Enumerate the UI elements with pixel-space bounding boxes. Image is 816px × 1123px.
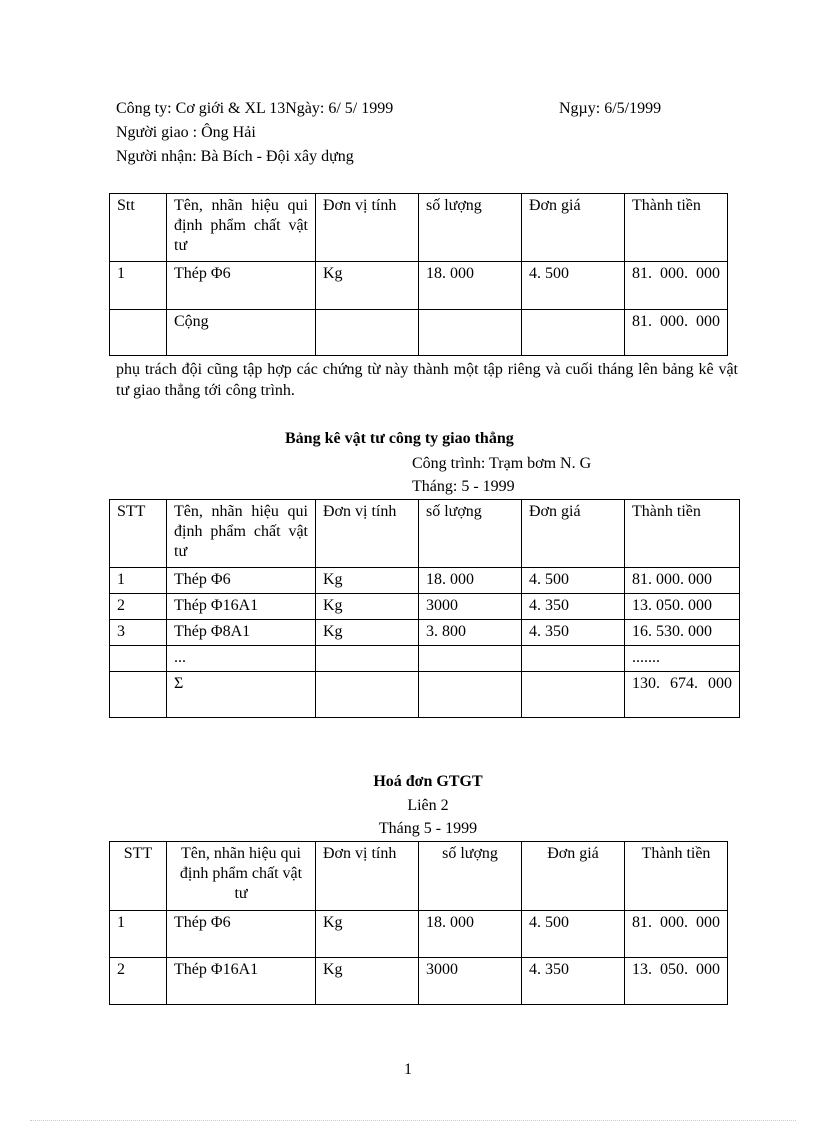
header-cell: STT [110, 842, 167, 911]
cell [419, 310, 522, 356]
header-cell: Thành tiền [625, 500, 740, 568]
cell: Kg [316, 568, 419, 594]
cell: 4. 350 [522, 594, 625, 620]
section2-month: Tháng: 5 - 1999 [412, 478, 515, 495]
section2-title: Bảng kê vật tư công ty giao thẳng [285, 430, 514, 447]
date-line: Ngµy: 6/5/1999 [559, 100, 662, 117]
cell: 4. 500 [522, 911, 625, 958]
cell: Kg [316, 620, 419, 646]
giver-line: Người giao : Ông Hải [116, 124, 256, 141]
cell [419, 672, 522, 718]
header-cell: Tên, nhãn hiệu qui định phẩm chất vật tư [167, 194, 316, 262]
header-cell: STT [110, 500, 167, 568]
cell: 18. 000 [419, 262, 522, 310]
table-header-row [110, 842, 728, 911]
cell: ....... [625, 646, 740, 672]
header-cell: Đơn vị tính [316, 194, 419, 262]
table-header-row [110, 500, 740, 568]
table-row [110, 646, 740, 672]
cell [522, 646, 625, 672]
section3-title: Hoá đơn GTGT [373, 773, 483, 790]
page-number: 1 [404, 1061, 412, 1078]
invoice-table [109, 841, 728, 1005]
header-cell: Thành tiền [625, 842, 728, 911]
cell: 1 [110, 262, 167, 310]
cell [110, 646, 167, 672]
material-list-table [109, 499, 740, 718]
cell: 3000 [419, 958, 522, 1005]
cell: Kg [316, 911, 419, 958]
cell: ... [167, 646, 316, 672]
cell: Cộng [167, 310, 316, 356]
cell: 3000 [419, 594, 522, 620]
table-row [110, 672, 740, 718]
table-row [110, 594, 740, 620]
header-cell: số lượng [419, 500, 522, 568]
page-bottom-divider [30, 1120, 796, 1121]
cell: Kg [316, 262, 419, 310]
cell [110, 672, 167, 718]
section2-site: Công trình: Trạm bơm N. G [412, 455, 592, 472]
header-cell: Đơn giá [522, 194, 625, 262]
section3-month: Tháng 5 - 1999 [378, 820, 478, 837]
cell: 81. 000. 000 [625, 262, 728, 310]
body-paragraph: phụ trách đội cũng tập hợp các chứng từ này thành một tập riêng và cuối tháng lên bảng kê vật tư giao thẳng tới công trình. [116, 361, 738, 399]
cell: 13. 050. 000 [625, 958, 728, 1005]
cell [316, 672, 419, 718]
company-line: Công ty: Cơ giới & XL 13Ngày: 6/ 5/ 1999 [116, 100, 394, 117]
cell: 130. 674. 000 [625, 672, 740, 718]
cell [316, 646, 419, 672]
cell: 16. 530. 000 [625, 620, 740, 646]
header-cell: Đơn vị tính [316, 500, 419, 568]
header-cell: số lượng [419, 842, 522, 911]
cell: Thép Φ8A1 [167, 620, 316, 646]
cell: Thép Φ16A1 [167, 958, 316, 1005]
cell: Thép Φ6 [167, 911, 316, 958]
cell: Thép Φ6 [167, 568, 316, 594]
table-row [110, 568, 740, 594]
cell: 18. 000 [419, 911, 522, 958]
cell: 81. 000. 000 [625, 911, 728, 958]
cell: Thép Φ6 [167, 262, 316, 310]
cell: Σ [167, 672, 316, 718]
header-cell: Tên, nhãn hiệu qui định phẩm chất vật tư [167, 500, 316, 568]
cell: Kg [316, 958, 419, 1005]
cell: 3. 800 [419, 620, 522, 646]
cell: 4. 350 [522, 620, 625, 646]
cell: 1 [110, 568, 167, 594]
table-header-row [110, 194, 728, 262]
cell: 4. 500 [522, 262, 625, 310]
header-cell: Stt [110, 194, 167, 262]
table-row [110, 620, 740, 646]
header-cell: số lượng [419, 194, 522, 262]
cell: 2 [110, 594, 167, 620]
cell [522, 672, 625, 718]
receipt-table [109, 193, 728, 356]
table-row [110, 310, 728, 356]
cell: 81. 000. 000 [625, 310, 728, 356]
cell: 4. 350 [522, 958, 625, 1005]
cell: 2 [110, 958, 167, 1005]
cell: 81. 000. 000 [625, 568, 740, 594]
cell [522, 310, 625, 356]
header-cell: Tên, nhãn hiệu qui định phẩm chất vật tư [167, 842, 316, 911]
header-cell: Đơn giá [522, 842, 625, 911]
cell [316, 310, 419, 356]
header-cell: Thành tiền [625, 194, 728, 262]
cell: 13. 050. 000 [625, 594, 740, 620]
cell: 1 [110, 911, 167, 958]
cell: Kg [316, 594, 419, 620]
table-row [110, 262, 728, 310]
receiver-line: Người nhận: Bà Bích - Đội xây dựng [116, 148, 354, 165]
cell: Thép Φ16A1 [167, 594, 316, 620]
section3-copy: Liên 2 [407, 797, 449, 814]
cell [419, 646, 522, 672]
table-row [110, 958, 728, 1005]
table-row [110, 911, 728, 958]
cell: 3 [110, 620, 167, 646]
header-cell: Đơn vị tính [316, 842, 419, 911]
header-cell: Đơn giá [522, 500, 625, 568]
cell: 18. 000 [419, 568, 522, 594]
cell: 4. 500 [522, 568, 625, 594]
cell [110, 310, 167, 356]
